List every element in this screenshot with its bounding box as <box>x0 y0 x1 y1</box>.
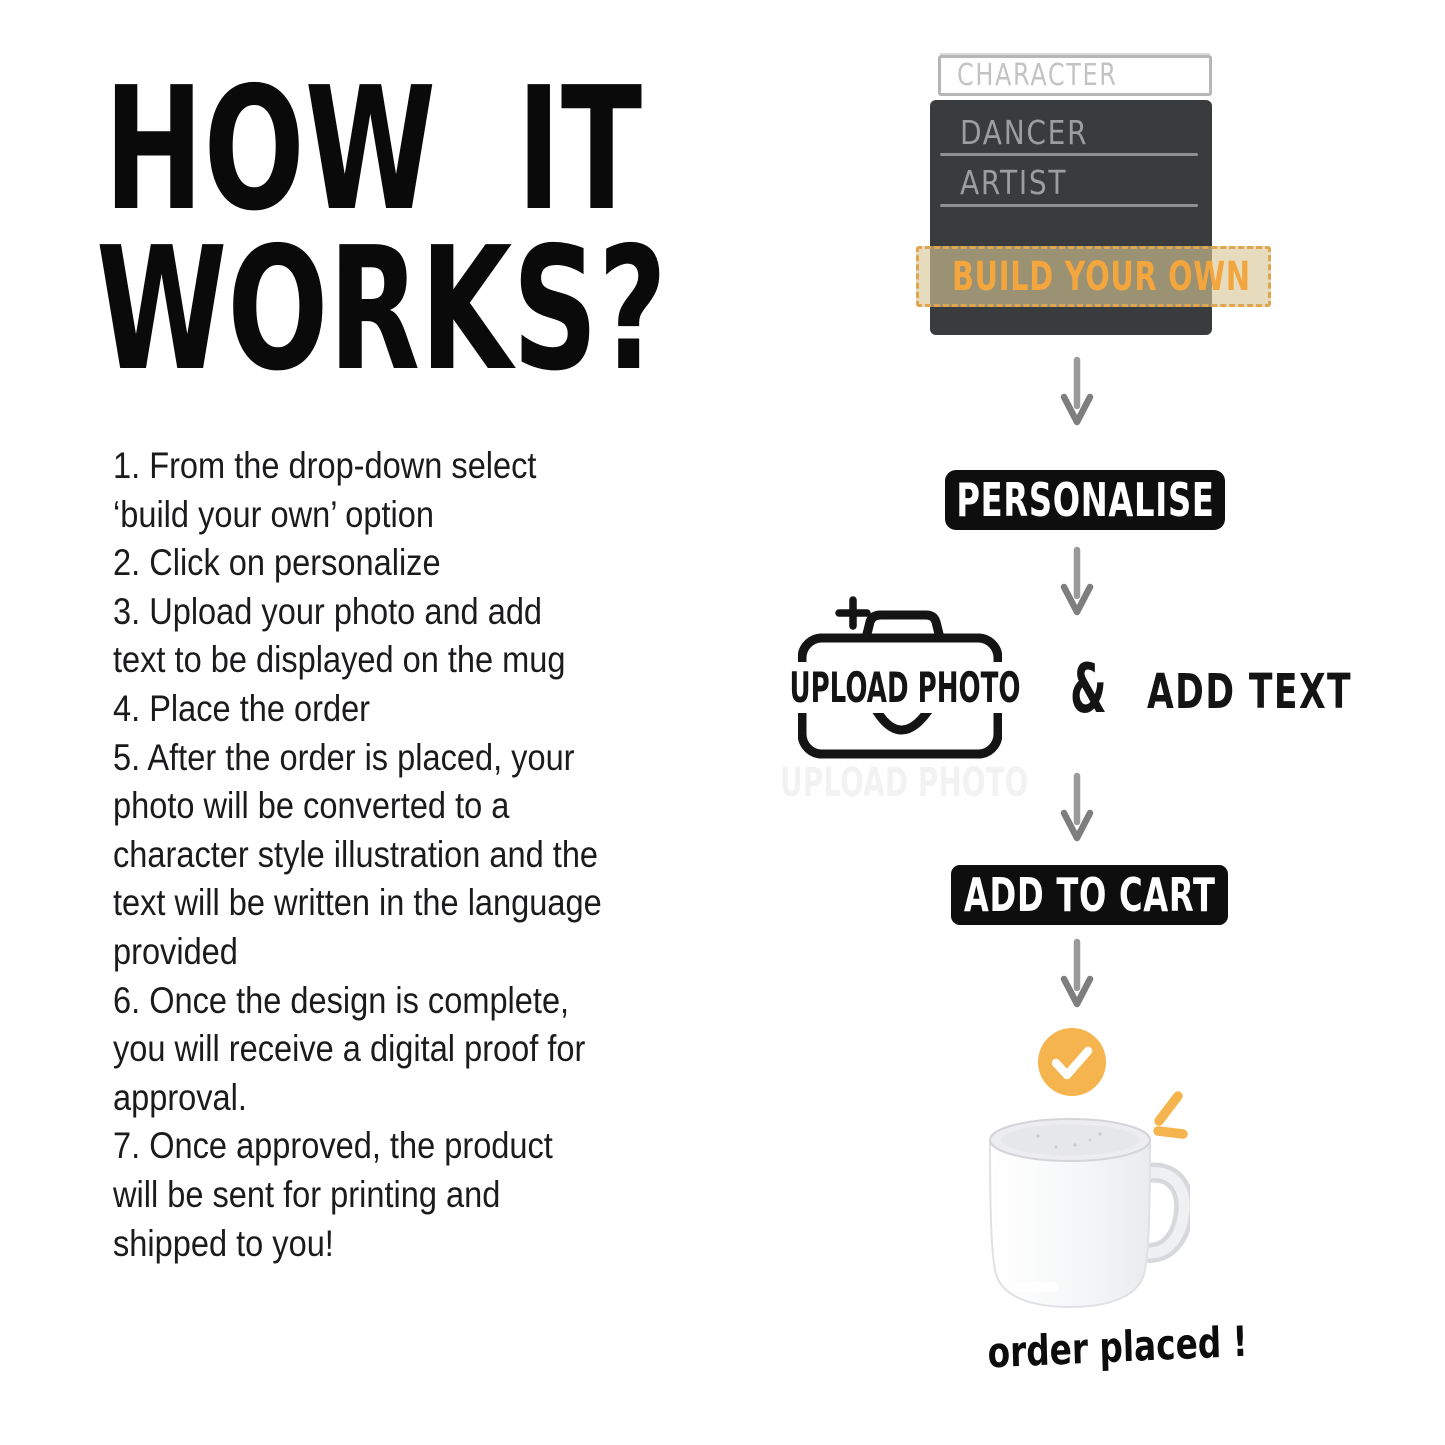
step-5-line: provided <box>113 930 238 972</box>
divider <box>940 153 1198 156</box>
upload-photo-label: UPLOAD PHOTO <box>784 662 1025 713</box>
faded-ghost-text: UPLOAD PHOTO <box>780 760 1029 806</box>
step-2-line: 2. Click on personalize <box>113 542 441 584</box>
select-placeholder: CHARACTER <box>957 58 1118 93</box>
step-5-line: character style illustration and the <box>113 833 599 875</box>
flow-arrow-down-icon <box>1059 356 1095 430</box>
step-5-line: photo will be converted to a <box>113 785 510 827</box>
step-6-line: 6. Once the design is complete, <box>113 979 570 1021</box>
step-7-line: shipped to you! <box>113 1222 334 1264</box>
divider <box>940 204 1198 207</box>
add-to-cart-label: ADD TO CART <box>963 868 1216 922</box>
order-placed-label: order placed ! <box>986 1316 1249 1378</box>
dropdown-option-dancer[interactable]: DANCER <box>960 113 1089 152</box>
personalise-button[interactable] <box>945 470 1225 530</box>
title-line-2: WORKS? <box>96 211 668 409</box>
step-6-line: approval. <box>113 1076 247 1118</box>
build-your-own-label: BUILD YOUR OWN <box>952 253 1251 300</box>
instructions-list <box>113 442 602 1268</box>
flow-arrow-down-icon <box>1059 772 1095 846</box>
character-select-input[interactable] <box>938 55 1212 96</box>
dropdown-option-artist[interactable]: ARTIST <box>960 163 1068 202</box>
add-to-cart-button[interactable] <box>951 865 1228 925</box>
success-check-icon <box>1036 1026 1108 1098</box>
step-5-line: 5. After the order is placed, your <box>113 736 575 778</box>
title-line-1: HOW IT <box>104 51 643 249</box>
personalise-label: PERSONALISE <box>955 473 1215 527</box>
ampersand-text: & <box>1070 650 1107 729</box>
flow-arrow-down-icon <box>1059 938 1095 1012</box>
step-3-line: 3. Upload your photo and add <box>113 590 543 632</box>
dropdown-option-build-your-own[interactable] <box>916 246 1271 307</box>
step-5-line: text will be written in the language <box>113 882 602 924</box>
step-4-line: 4. Place the order <box>113 687 371 729</box>
page-title <box>96 51 912 409</box>
mug-illustration <box>980 1116 1190 1312</box>
step-7-line: 7. Once approved, the product <box>113 1125 553 1167</box>
step-1-line: ‘build your own’ option <box>113 493 434 535</box>
step-3-line: text to be displayed on the mug <box>113 639 566 681</box>
add-text-label: ADD TEXT <box>1147 664 1353 720</box>
step-1-line: 1. From the drop-down select <box>113 445 537 486</box>
flow-arrow-down-icon <box>1059 546 1095 620</box>
step-6-line: you will receive a digital proof for <box>113 1028 586 1070</box>
step-7-line: will be sent for printing and <box>113 1173 501 1215</box>
